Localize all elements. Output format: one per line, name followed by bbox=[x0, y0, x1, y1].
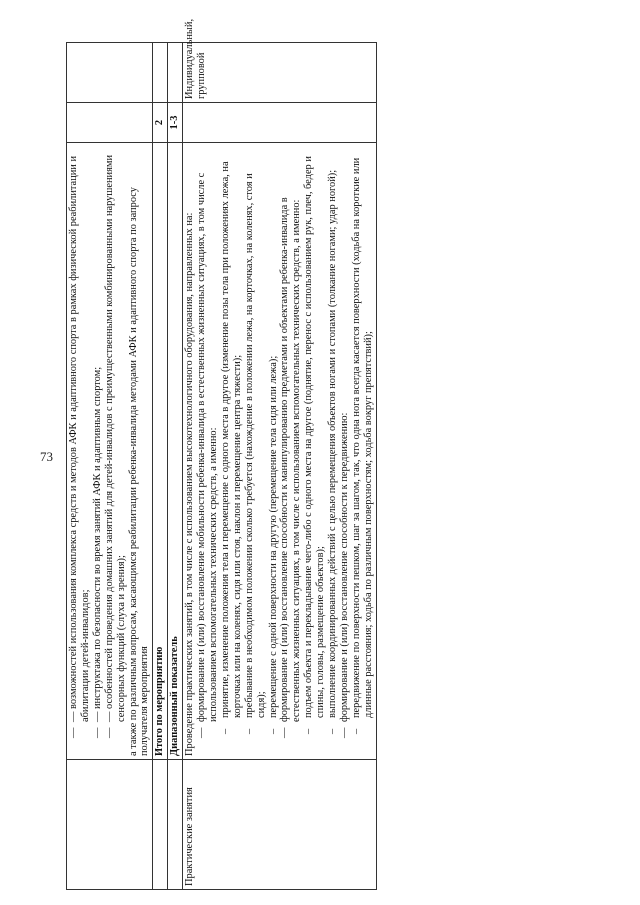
list-item bbox=[279, 146, 303, 756]
page-number: 73 bbox=[40, 449, 53, 464]
dash-marker: — bbox=[196, 727, 208, 738]
list-item: —— инструктажа по безопасности во время занятий АФК и адаптивным спортом; bbox=[91, 366, 103, 738]
empty-cell bbox=[168, 760, 183, 890]
empty-cell bbox=[67, 760, 153, 890]
dash-marker: – bbox=[219, 728, 231, 734]
table-row bbox=[153, 43, 168, 890]
list-item bbox=[220, 146, 244, 756]
total-label: Итого по мероприятию bbox=[153, 143, 168, 760]
activity-intro: Проведение практических занятий, в том числе с использованием высокотехнологичного оборудования, направленных на: bbox=[184, 212, 196, 756]
table-row bbox=[168, 43, 183, 890]
rotated-page bbox=[0, 18, 640, 890]
list-item: —— возможностей использования комплекса средств и методов АФК и адаптивного спорта в рамках физической реабилитации и абилитации детей-инвалидов; bbox=[68, 155, 91, 738]
list-item: —— особенностей проведения домашних занятий для детей-инвалидов с преимущественными комбинированными нарушениями сенсорных функций (слуха и зрения); bbox=[103, 154, 127, 738]
empty-cell bbox=[67, 103, 153, 143]
list-item-text: формирование и (или) восстановление мобильности ребенка-инвалида в естественных жизненных ситуациях, в том числе с использованием вспомогательных технических средств, а именно: bbox=[196, 172, 219, 722]
activity-items bbox=[196, 146, 375, 756]
list-item-text: выполнение координированных действий с целью перемещения объектов ногами и стопами (толкание ногами; удар ногой); bbox=[327, 169, 339, 718]
dash-marker: – bbox=[243, 728, 255, 734]
list-item bbox=[351, 146, 375, 756]
list-item-text: формирование и (или) восстановление способности к манипулированию предметами и объектами ребенка-инвалида в естественных жизненных ситуациях, в том числе с использованием вспомогательных технических средств, а именно: bbox=[279, 197, 303, 722]
list-item bbox=[244, 146, 268, 756]
table-row bbox=[67, 43, 153, 890]
empty-cell bbox=[67, 43, 153, 103]
list-item-text: перемещение с одной поверхности на другую (перемещение тела сидя или лежа); bbox=[267, 355, 279, 718]
consultation-topics-cell bbox=[67, 143, 153, 760]
list-item-text: подъем объекта и перекладывание чего-либо с одного места на другое (поднятие, перенос с использованием рук, плеч, бедер и спины, головы, размещение объектов); bbox=[303, 156, 327, 718]
activity-description bbox=[183, 143, 377, 760]
dash-marker: – bbox=[303, 728, 315, 734]
dash-marker: – bbox=[350, 728, 362, 734]
list-item-text: формирование и (или) восстановление способности к передвижению: bbox=[338, 412, 350, 722]
activities-table bbox=[66, 18, 377, 890]
dash-marker: – bbox=[327, 728, 339, 734]
activity-name: Практические занятия bbox=[183, 760, 377, 890]
range-label: Диапазонный показатель bbox=[168, 143, 183, 760]
list-item bbox=[303, 146, 327, 756]
list-item bbox=[339, 146, 351, 756]
list-item bbox=[268, 146, 280, 756]
dash-marker: — bbox=[338, 727, 350, 738]
activity-form: Индивидуальный, групповой bbox=[183, 43, 377, 103]
table-row bbox=[183, 43, 377, 890]
range-value: 1-3 bbox=[168, 103, 183, 143]
list-item bbox=[196, 146, 220, 756]
dash-marker: – bbox=[267, 728, 279, 734]
total-value: 2 bbox=[153, 103, 168, 143]
list-item bbox=[327, 146, 339, 756]
empty-cell bbox=[183, 103, 377, 143]
empty-cell bbox=[153, 760, 168, 890]
empty-cell bbox=[153, 43, 168, 103]
dash-marker: — bbox=[279, 727, 291, 738]
list-item-text: принятие, изменение положения тела и перемещение с одного места в другое (изменение позы тела при положениях лежа, на корточках или на коленях, сидя или стоя, наклон и перемещение центра тяжести); bbox=[219, 161, 243, 718]
list-item: а также по различным вопросам, касающимся реабилитации ребенка-инвалида методами АФК и адаптивного спорта по запросу получателя мероприятия bbox=[127, 187, 151, 756]
list-item-text: пребывание в необходимом положении сколько требуется (нахождение в положении лежа, на корточках, на коленях, стоя и сидя); bbox=[243, 173, 267, 718]
empty-cell bbox=[168, 43, 183, 103]
list-item-text: передвижение по поверхности пешком, шаг за шагом, так, что одна нога всегда касается поверхности (ходьба на короткие или длинные расстояния; ходьба по различным поверхностям; ходьба вокруг препятствий); bbox=[350, 157, 374, 718]
